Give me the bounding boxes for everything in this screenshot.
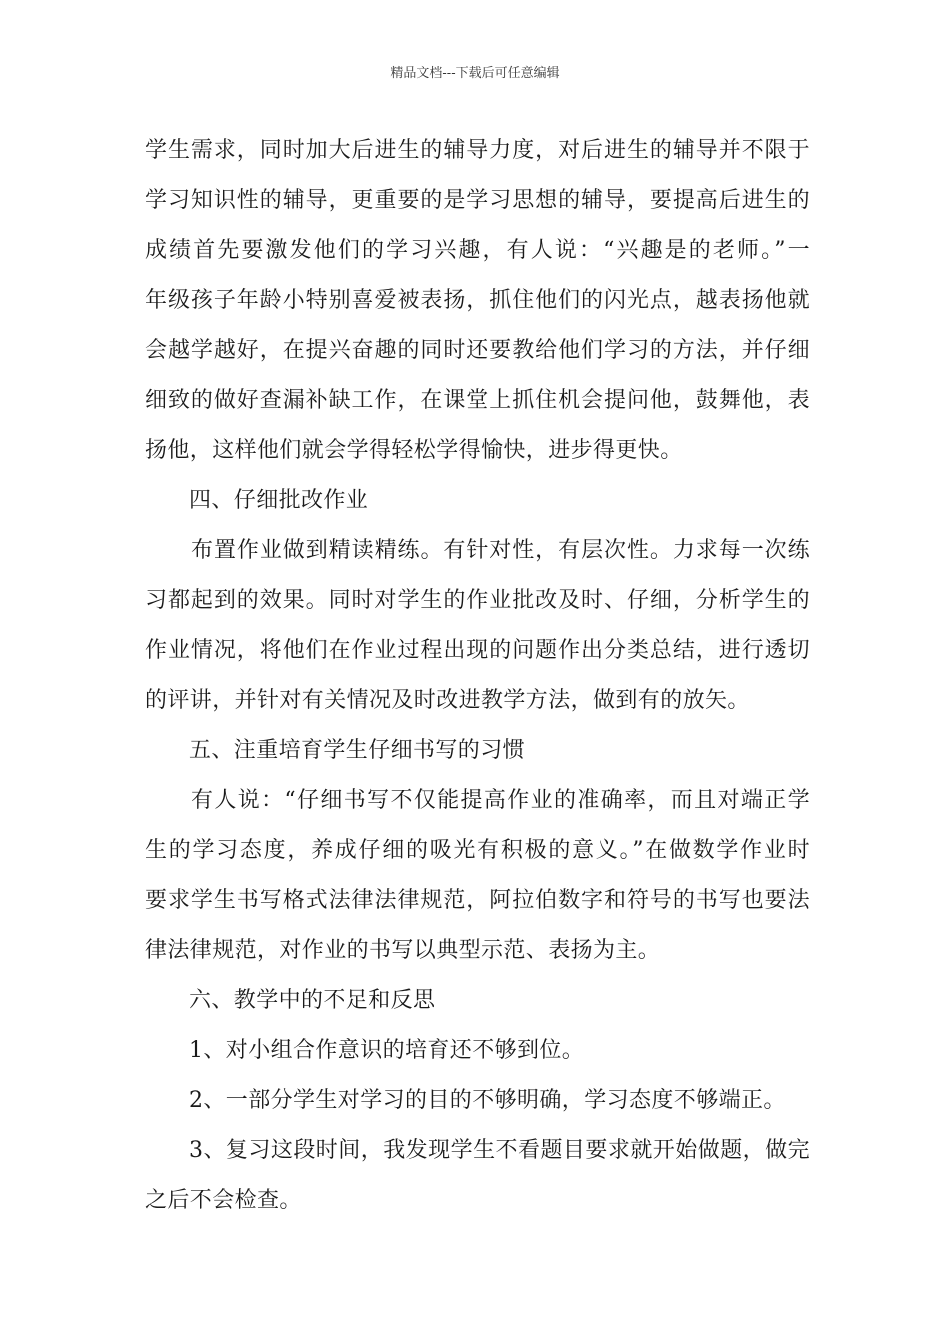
list-item: 3、复习这段时间，我发现学生不看题目要求就开始做题，做完: [189, 1138, 810, 1163]
text-line: 要求学生书写格式法律法律规范，阿拉伯数字和符号的书写也要法: [145, 888, 810, 913]
text-line: 布置作业做到精读精练。有针对性，有层次性。力求每一次练: [191, 538, 810, 563]
text-line: 年级孩子年龄小特别喜爱被表扬，抓住他们的闪光点，越表扬他就: [145, 288, 810, 313]
text-line: 生的学习态度，养成仔细的吸光有积极的意义。”在做数学作业时: [145, 838, 810, 863]
text-line: 的评讲，并针对有关情况及时改进教学方法，做到有的放矢。: [145, 688, 750, 713]
text-line: 有人说：“仔细书写不仅能提高作业的准确率，而且对端正学: [191, 788, 810, 813]
text-line: 学生需求，同时加大后进生的辅导力度，对后进生的辅导并不限于: [145, 138, 810, 163]
text-line: 会越学越好，在提兴奋趣的同时还要教给他们学习的方法，并仔细: [145, 338, 810, 363]
text-line: 学习知识性的辅导，更重要的是学习思想的辅导，要提高后进生的: [145, 188, 810, 213]
text-line: 作业情况，将他们在作业过程出现的问题作出分类总结，进行透切: [145, 638, 810, 663]
section-heading: 六、教学中的不足和反思: [189, 988, 436, 1013]
document-body: [145, 126, 810, 1226]
text-line: 之后不会检查。: [145, 1188, 302, 1213]
text-line: 律法律规范，对作业的书写以典型示范、表扬为主。: [145, 938, 661, 963]
text-line: 成绩首先要激发他们的学习兴趣，有人说：“兴趣是的老师。”一: [145, 238, 810, 263]
section-heading: 五、注重培育学生仔细书写的习惯: [189, 738, 526, 763]
section-heading: 四、仔细批改作业: [189, 488, 369, 513]
page-header: 精品文档---下载后可任意编辑: [390, 66, 560, 81]
text-line: 扬他，这样他们就会学得轻松学得愉快，进步得更快。: [145, 438, 683, 463]
text-line: 习都起到的效果。同时对学生的作业批改及时、仔细，分析学生的: [145, 588, 810, 613]
list-item: 2、一部分学生对学习的目的不够明确，学习态度不够端正。: [189, 1088, 786, 1113]
list-item: 1、对小组合作意识的培育还不够到位。: [189, 1038, 585, 1063]
text-line: 细致的做好查漏补缺工作，在课堂上抓住机会提问他，鼓舞他，表: [145, 388, 810, 413]
